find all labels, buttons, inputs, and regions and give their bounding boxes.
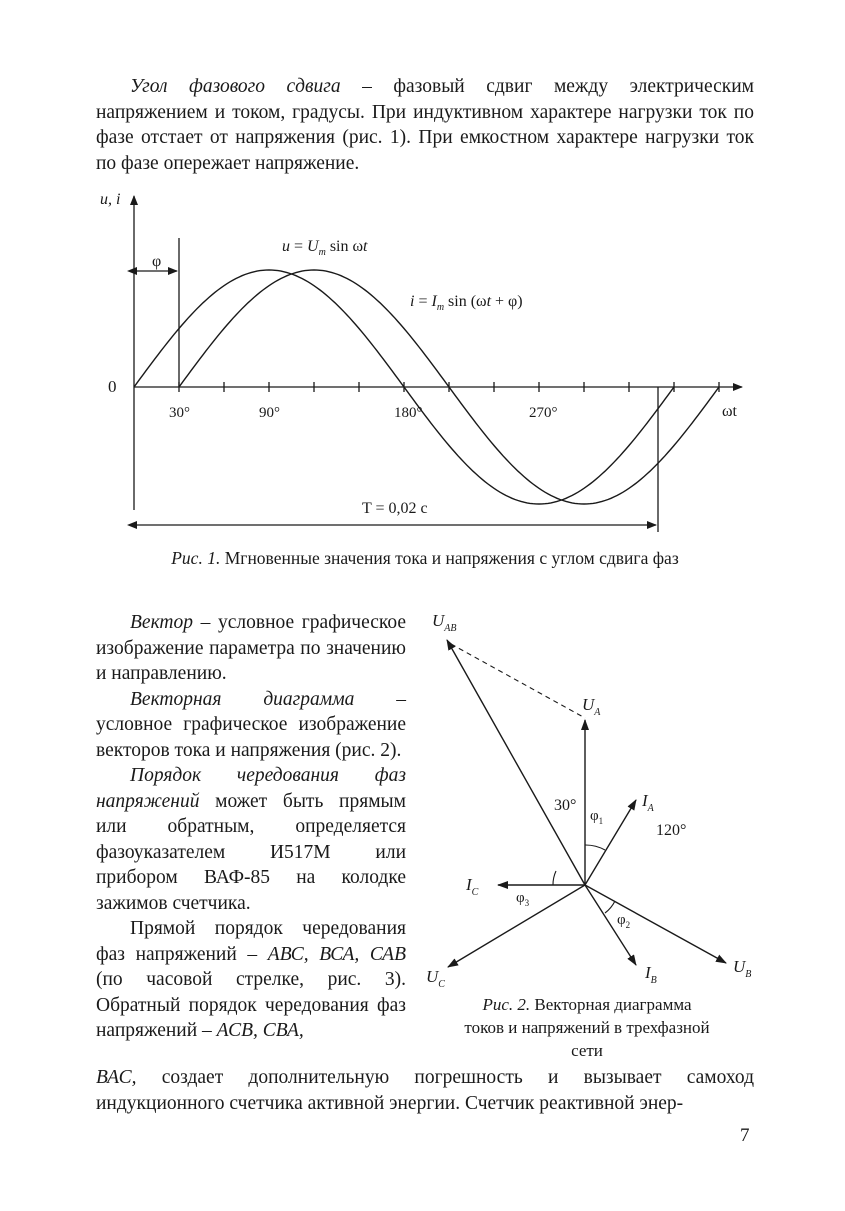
x-tick-label: 90° (259, 405, 280, 421)
caption-1-prefix: Рис. 1. (171, 548, 221, 568)
figure-2-caption (430, 993, 744, 1062)
y-axis-label: u, i (100, 191, 121, 208)
vector-UAB (447, 640, 585, 885)
vector-diagram-definition: Векторная диаграмма – условное графическое изображение векторов тока и напряжения (рис. 2). (96, 688, 406, 761)
x-axis-label: ωt (722, 403, 737, 420)
origin-label: 0 (108, 377, 117, 396)
label-UAB: $U_{AB}$ (432, 611, 457, 634)
phi-label: φ (152, 253, 162, 270)
caption-1-text: Мгновенные значения тока и напряжения с углом сдвига фаз (220, 548, 679, 568)
intro-term: Угол фазового сдвига (130, 76, 341, 97)
bottom-paragraph: ВАС, создает дополнительную погрешность и вызывает самоход индукционного счетчика активной энергии. Счетчик реактивной энер- (96, 1067, 754, 1114)
x-tick-label: 270° (529, 405, 558, 421)
caption-2-prefix: Рис. 2. (482, 995, 531, 1014)
arc-phi1 (585, 845, 605, 850)
left-column (96, 610, 406, 1044)
intro-paragraph (96, 74, 754, 176)
label-IC: $I_C$ (466, 875, 479, 898)
label-IA: $I_A$ (642, 791, 654, 814)
arc-phi3 (553, 871, 556, 885)
label-UB: $U_B$ (733, 957, 752, 980)
phase-order-text: Прямой порядок чередования фаз напряжений – АВС, ВСА, САВ (по часовой стрелке, рис. 3). Обратный порядок чередования фаз напряжений – АСВ, СВА, (96, 918, 406, 1041)
phi3-label: $\varphi_3$ (516, 890, 530, 908)
caption-2-line2: токов и напряжений в трехфазной (464, 1018, 710, 1037)
arc-phi2 (605, 901, 615, 913)
i-formula: $i = I_m$ sin (ωt + φ) (410, 293, 523, 313)
angle-30: 30° (554, 797, 577, 814)
period-label: T = 0,02 с (362, 500, 428, 517)
caption-2-line3: сети (571, 1041, 603, 1060)
x-tick-label: 180° (394, 405, 423, 421)
x-tick-label: 30° (169, 405, 190, 421)
phi2-label: $\varphi_2$ (617, 912, 631, 930)
intro-text: – фазовый сдвиг между электрическим напряжением и током, градусы. При индуктивном характере нагрузки ток по фазе отстает от напряжения (рис. 1). При емкостном характере нагрузки ток по фазе опережает напряжение. (96, 76, 754, 174)
label-UC: $U_C$ (426, 967, 445, 990)
page-number: 7 (740, 1125, 750, 1146)
vector-UB (585, 885, 726, 963)
angle-120: 120° (656, 822, 687, 839)
dashed-UB-helper (451, 644, 585, 718)
vector-definition: Вектор – условное графическое изображение параметра по значению и направлению. (96, 612, 406, 684)
u-formula: $u = U_m$ sin ωt (282, 238, 368, 258)
phase-order-definition: Порядок чередования фаз напряжений может быть прямым или обратным, определяется фазоуказателем И517М или прибором ВАФ-85 на колодке зажимов счетчика. (96, 765, 406, 914)
caption-2-line1: Векторная диаграмма (530, 995, 692, 1014)
phi1-label: $\varphi_1$ (590, 808, 604, 826)
label-UA: $U_A$ (582, 695, 601, 718)
figure-1-caption (96, 547, 754, 570)
figure-2-vector-diagram (410, 600, 755, 1000)
figure-1-chart (0, 180, 845, 550)
label-IB: $I_B$ (645, 963, 657, 986)
